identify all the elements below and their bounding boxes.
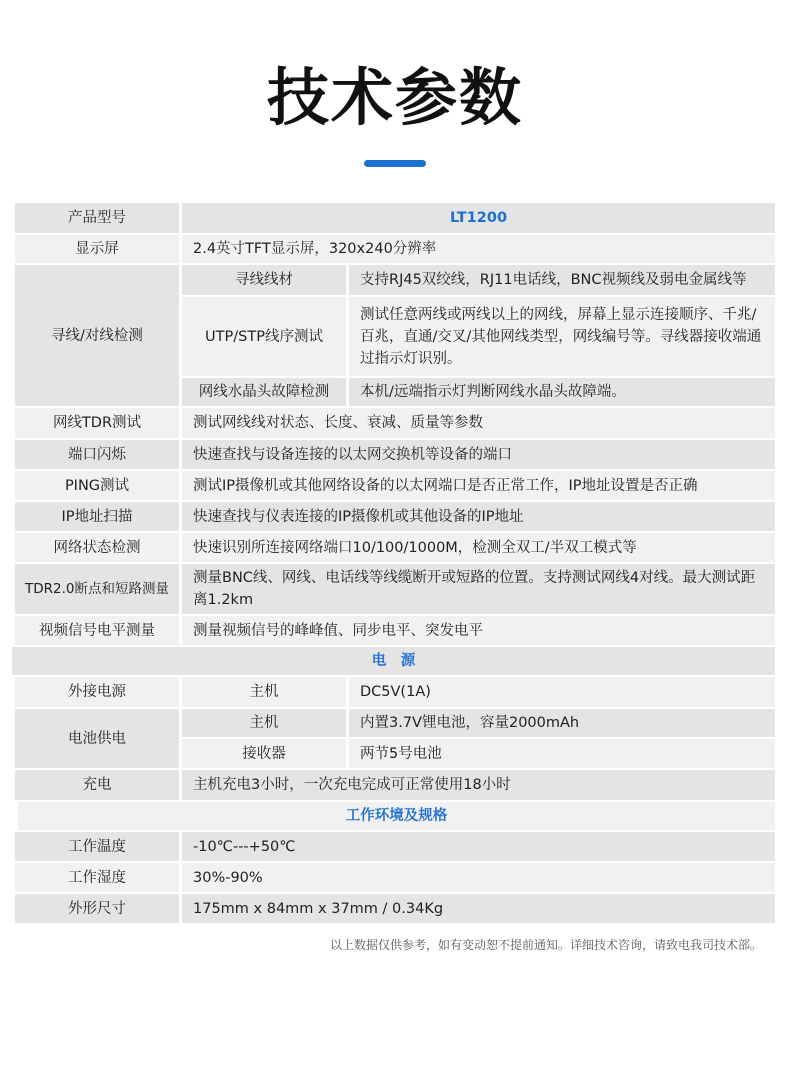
tdr2-value: 测量BNC线、网线、电话线等线缆断开或短路的位置。支持测试网线4对线。最大测试距离1.2km [182,564,775,614]
charge-label: 充电 [15,770,179,800]
charge-value: 主机充电3小时，一次充电完成可正常使用18小时 [182,770,775,800]
temp-label: 工作温度 [15,832,179,861]
trace-label: 寻线/对线检测 [15,265,179,406]
temp-value: -10℃---+50℃ [182,832,775,861]
battery-host-sub: 主机 [182,709,346,737]
netstatus-label: 网络状态检测 [15,533,179,562]
env-section-header: 工作环境及规格 [18,802,775,830]
size-value: 175mm x 84mm x 37mm / 0.34Kg [182,894,775,923]
video-label: 视频信号电平测量 [15,616,179,645]
battery-rx-value: 两节5号电池 [349,739,775,768]
battery-rx-sub: 接收器 [182,739,346,768]
flash-label: 端口闪烁 [15,440,179,469]
crystal-value: 本机/远端指示灯判断网线水晶头故障端。 [349,378,775,406]
display-value: 2.4英寸TFT显示屏，320x240分辨率 [182,235,775,263]
model-value: LT1200 [182,203,775,233]
ipscan-label: IP地址扫描 [15,502,179,531]
model-label: 产品型号 [15,203,179,233]
netstatus-value: 快速识别所连接网络端口10/100/1000M，检测全双工/半双工模式等 [182,533,775,562]
display-label: 显示屏 [15,235,179,263]
humidity-label: 工作湿度 [15,863,179,892]
ipscan-value: 快速查找与仪表连接的IP摄像机或其他设备的IP地址 [182,502,775,531]
utp-value: 测试任意两线或两线以上的网线，屏幕上显示连接顺序、千兆/百兆，直通/交叉/其他网线类型，网线编号等。寻线器接收端通过指示灯识别。 [349,297,775,376]
footnote: 以上数据仅供参考，如有变动恕不提前通知。详细技术咨询，请致电我司技术部。 [329,938,762,952]
utp-label: UTP/STP线序测试 [182,297,346,376]
humidity-value: 30%-90% [182,863,775,892]
ping-label: PING测试 [15,471,179,500]
power-section-header: 电 源 [12,647,775,675]
ping-value: 测试IP摄像机或其他网络设备的以太网端口是否正常工作，IP地址设置是否正确 [182,471,775,500]
flash-value: 快速查找与设备连接的以太网交换机等设备的端口 [182,440,775,469]
title-underline [364,160,426,167]
tdr2-label: TDR2.0断点和短路测量 [15,564,179,614]
crystal-label: 网线水晶头故障检测 [182,378,346,406]
ext-power-label: 外接电源 [15,677,179,707]
ext-power-value: DC5V(1A) [349,677,775,707]
ext-power-sub: 主机 [182,677,346,707]
page-title: 技术参数 [266,61,523,134]
battery-host-value: 内置3.7V锂电池，容量2000mAh [349,709,775,737]
tdr-value: 测试网线线对状态、长度、衰减、质量等参数 [182,408,775,438]
video-value: 测量视频信号的峰峰值、同步电平、突发电平 [182,616,775,645]
trace-material-value: 支持RJ45双绞线，RJ11电话线，BNC视频线及弱电金属线等 [349,265,775,295]
size-label: 外形尺寸 [15,894,179,923]
trace-material-label: 寻线线材 [182,265,346,295]
tdr-label: 网线TDR测试 [15,408,179,438]
battery-label: 电池供电 [15,709,179,768]
